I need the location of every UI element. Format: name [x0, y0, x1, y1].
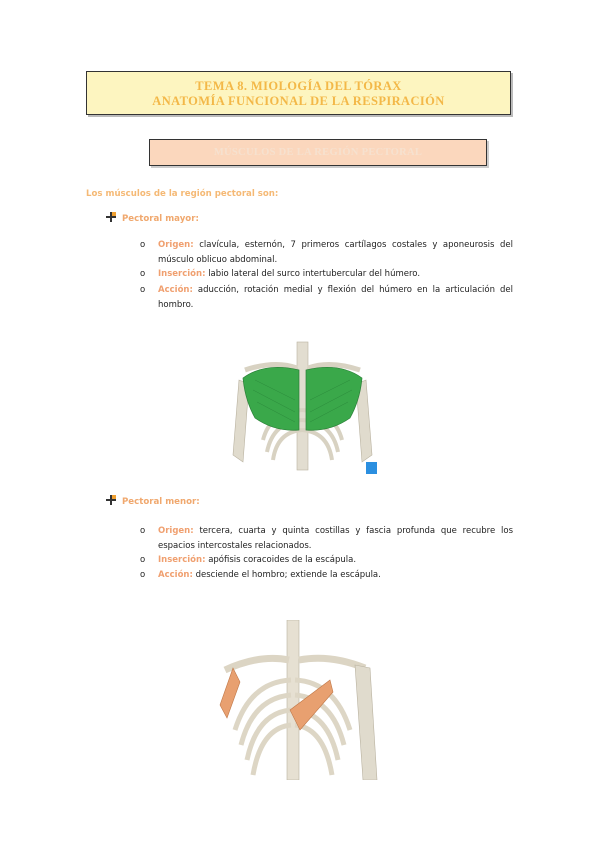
- item-text: tercera, cuarta y quinta costillas y fascia profunda que recubre los espacios intercostales relacionados.: [158, 526, 513, 551]
- title-line-2: ANATOMÍA FUNCIONAL DE LA RESPIRACIÓN: [152, 94, 445, 108]
- bullet: o: [140, 570, 146, 580]
- list-item: [140, 568, 513, 583]
- muscle-heading-pectoral-mayor: [106, 212, 199, 224]
- muscle-name: Pectoral mayor:: [122, 214, 199, 224]
- item-text: labio lateral del surco intertubercular del húmero.: [208, 269, 421, 279]
- item-label: Inserción:: [158, 555, 206, 565]
- item-label: Origen:: [158, 526, 194, 536]
- item-label: Acción:: [158, 285, 193, 295]
- list-item: [140, 283, 513, 312]
- arrow-bullet-icon: [106, 495, 116, 505]
- bullet: o: [140, 555, 146, 565]
- list-item: [140, 238, 513, 267]
- list-item: [140, 267, 513, 282]
- item-label: Inserción:: [158, 269, 206, 279]
- item-label: Origen:: [158, 240, 194, 250]
- title-line-1: TEMA 8. MIOLOGÍA DEL TÓRAX: [195, 79, 402, 93]
- list-item: [140, 524, 513, 553]
- item-label: Acción:: [158, 570, 193, 580]
- intro-text: Los músculos de la región pectoral son:: [86, 189, 279, 199]
- muscle-name: Pectoral menor:: [122, 497, 200, 507]
- bullet: o: [140, 269, 146, 279]
- item-text: clavícula, esternón, 7 primeros cartílagos costales y aponeurosis del músculo oblicuo abdominal.: [158, 240, 514, 265]
- logo-icon: [366, 462, 377, 474]
- document-title: [86, 71, 511, 115]
- item-text: desciende el hombro; extiende la escápula.: [195, 570, 381, 580]
- bullet: o: [140, 240, 146, 250]
- item-text: apófisis coracoides de la escápula.: [208, 555, 357, 565]
- item-text: aducción, rotación medial y flexión del húmero en la articulación del hombro.: [158, 285, 513, 310]
- arrow-bullet-icon: [106, 212, 116, 222]
- bullet: o: [140, 285, 146, 295]
- pectoral-mayor-illustration: [225, 340, 380, 480]
- list-item: [140, 553, 513, 568]
- muscle-heading-pectoral-menor: [106, 495, 200, 507]
- bullet: o: [140, 526, 146, 536]
- pectoral-menor-illustration: [205, 620, 380, 780]
- section-title: MÚSCULOS DE LA REGIÓN PECTORAL: [149, 139, 487, 166]
